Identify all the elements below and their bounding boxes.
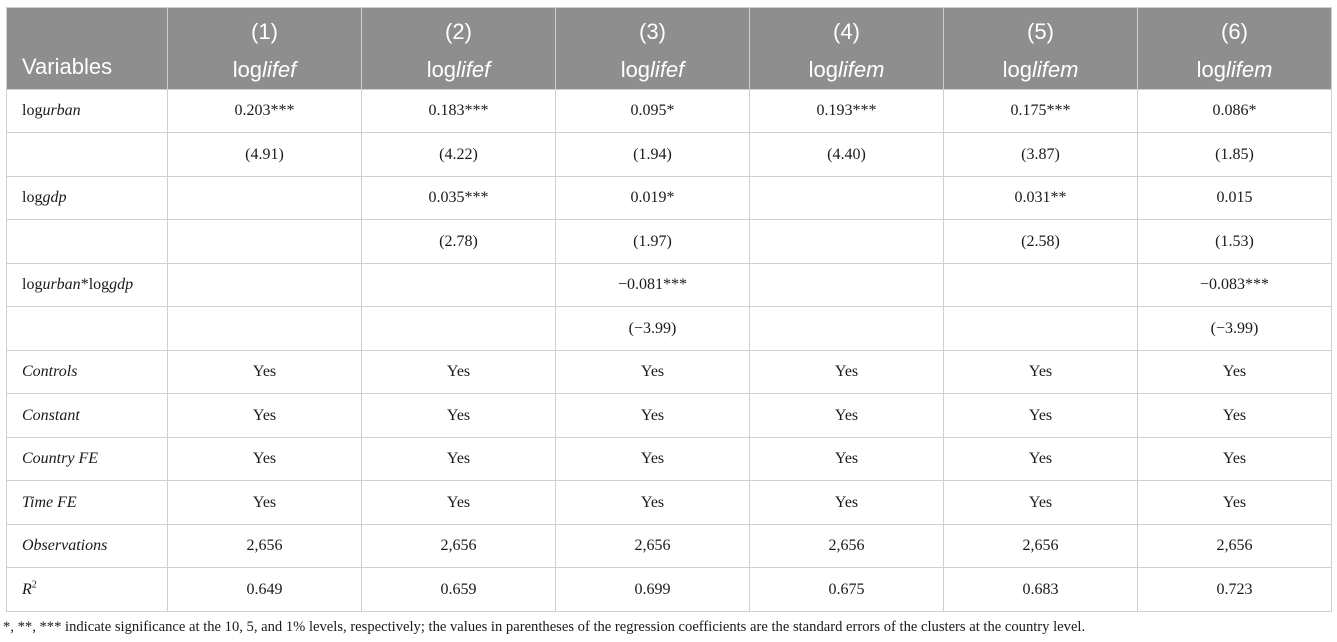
dependent-variable: loglifem	[808, 57, 885, 82]
column-header-4	[750, 8, 944, 90]
table-cell: 2,656	[1138, 525, 1332, 568]
row-label: logurban	[7, 90, 168, 133]
column-number: (3)	[639, 19, 666, 44]
table-cell	[168, 220, 362, 264]
table-cell: (−3.99)	[1138, 307, 1332, 351]
table-cell: 2,656	[750, 525, 944, 568]
table-cell: (2.58)	[944, 220, 1138, 264]
table-cell	[168, 307, 362, 351]
table-row-constant	[7, 394, 1332, 438]
table-cell	[750, 307, 944, 351]
table-cell: Yes	[750, 351, 944, 394]
table-cell: (2.78)	[362, 220, 556, 264]
table-cell: Yes	[944, 394, 1138, 438]
table-row-r-squared	[7, 568, 1332, 612]
regression-table	[6, 7, 1332, 612]
row-label: Constant	[7, 394, 168, 438]
table-row-time-fe	[7, 481, 1332, 525]
table-cell: Yes	[1138, 394, 1332, 438]
table-cell: 0.086*	[1138, 90, 1332, 133]
table-cell: (1.94)	[556, 133, 750, 177]
column-header-6	[1138, 8, 1332, 90]
table-row-logurban	[7, 90, 1332, 133]
table-cell: Yes	[944, 481, 1138, 525]
table-cell	[362, 307, 556, 351]
table-cell: 2,656	[362, 525, 556, 568]
table-cell: (3.87)	[944, 133, 1138, 177]
table-cell: (−3.99)	[556, 307, 750, 351]
table-cell	[944, 307, 1138, 351]
row-label: Country FE	[7, 438, 168, 481]
row-label: Controls	[7, 351, 168, 394]
table-cell: 0.659	[362, 568, 556, 612]
column-number: (2)	[445, 19, 472, 44]
table-cell	[750, 177, 944, 220]
table-cell: (1.53)	[1138, 220, 1332, 264]
table-cell	[944, 264, 1138, 307]
column-header-2	[362, 8, 556, 90]
table-cell: 2,656	[168, 525, 362, 568]
table-cell: 0.723	[1138, 568, 1332, 612]
table-cell: Yes	[168, 394, 362, 438]
table-cell: Yes	[1138, 351, 1332, 394]
table-cell: Yes	[1138, 438, 1332, 481]
dependent-variable: loglifef	[426, 57, 491, 82]
table-cell: Yes	[168, 481, 362, 525]
table-cell: 0.649	[168, 568, 362, 612]
table-cell: Yes	[750, 438, 944, 481]
table-cell: Yes	[168, 351, 362, 394]
column-number: (4)	[833, 19, 860, 44]
table-cell: −0.081***	[556, 264, 750, 307]
table-cell: 0.031**	[944, 177, 1138, 220]
table-cell: 2,656	[556, 525, 750, 568]
table-cell	[168, 264, 362, 307]
table-cell: Yes	[168, 438, 362, 481]
row-label	[7, 220, 168, 264]
table-cell: (1.97)	[556, 220, 750, 264]
table-cell: Yes	[362, 351, 556, 394]
table-cell: Yes	[362, 394, 556, 438]
table-cell	[750, 264, 944, 307]
column-header-1	[168, 8, 362, 90]
dependent-variable: loglifem	[1002, 57, 1079, 82]
table-cell: 0.193***	[750, 90, 944, 133]
column-header-3	[556, 8, 750, 90]
table-cell: 0.095*	[556, 90, 750, 133]
table-row-controls	[7, 351, 1332, 394]
table-cell: 0.183***	[362, 90, 556, 133]
table-cell: 0.015	[1138, 177, 1332, 220]
row-label: $R^2$	[7, 568, 168, 612]
table-cell: Yes	[556, 351, 750, 394]
table-cell: 0.175***	[944, 90, 1138, 133]
table-row-observations	[7, 525, 1332, 568]
table-cell: Yes	[556, 394, 750, 438]
table-cell: 0.203***	[168, 90, 362, 133]
table-cell: 0.699	[556, 568, 750, 612]
dependent-variable: loglifef	[232, 57, 297, 82]
table-cell: Yes	[944, 438, 1138, 481]
column-number: (6)	[1221, 19, 1248, 44]
dependent-variable: loglifef	[620, 57, 685, 82]
table-row-loggdp	[7, 177, 1332, 220]
table-cell: Yes	[556, 438, 750, 481]
table-cell: 0.019*	[556, 177, 750, 220]
column-number: (1)	[251, 19, 278, 44]
table-cell: (4.91)	[168, 133, 362, 177]
table-cell: (4.40)	[750, 133, 944, 177]
table-cell: Yes	[362, 481, 556, 525]
table-row-interaction-se	[7, 307, 1332, 351]
table-cell: Yes	[362, 438, 556, 481]
table-row-country-fe	[7, 438, 1332, 481]
table-row-interaction	[7, 264, 1332, 307]
table-cell	[168, 177, 362, 220]
table-cell	[362, 264, 556, 307]
row-label	[7, 133, 168, 177]
table-cell: Yes	[750, 394, 944, 438]
dependent-variable: loglifem	[1196, 57, 1273, 82]
row-label: loggdp	[7, 177, 168, 220]
table-footnote: *, **, *** indicate significance at the 10, 5, and 1% levels, respectively; the values in parentheses of the regression coefficients are the standard errors of the clusters at the country level.	[3, 619, 1086, 635]
column-header-5	[944, 8, 1138, 90]
table-cell: (1.85)	[1138, 133, 1332, 177]
table-cell	[750, 220, 944, 264]
row-label	[7, 307, 168, 351]
header-row	[7, 8, 1332, 90]
row-label: Time FE	[7, 481, 168, 525]
table-cell: Yes	[944, 351, 1138, 394]
row-label: logurban*loggdp	[7, 264, 168, 307]
variables-header: Variables	[7, 8, 168, 90]
table-cell: 0.035***	[362, 177, 556, 220]
table-cell: Yes	[750, 481, 944, 525]
table-cell: Yes	[556, 481, 750, 525]
row-label: Observations	[7, 525, 168, 568]
table-cell: (4.22)	[362, 133, 556, 177]
table-cell: 2,656	[944, 525, 1138, 568]
table-cell: −0.083***	[1138, 264, 1332, 307]
table-row-loggdp-se	[7, 220, 1332, 264]
column-number: (5)	[1027, 19, 1054, 44]
table-cell: Yes	[1138, 481, 1332, 525]
table-row-logurban-se	[7, 133, 1332, 177]
table-cell: 0.675	[750, 568, 944, 612]
table-cell: 0.683	[944, 568, 1138, 612]
